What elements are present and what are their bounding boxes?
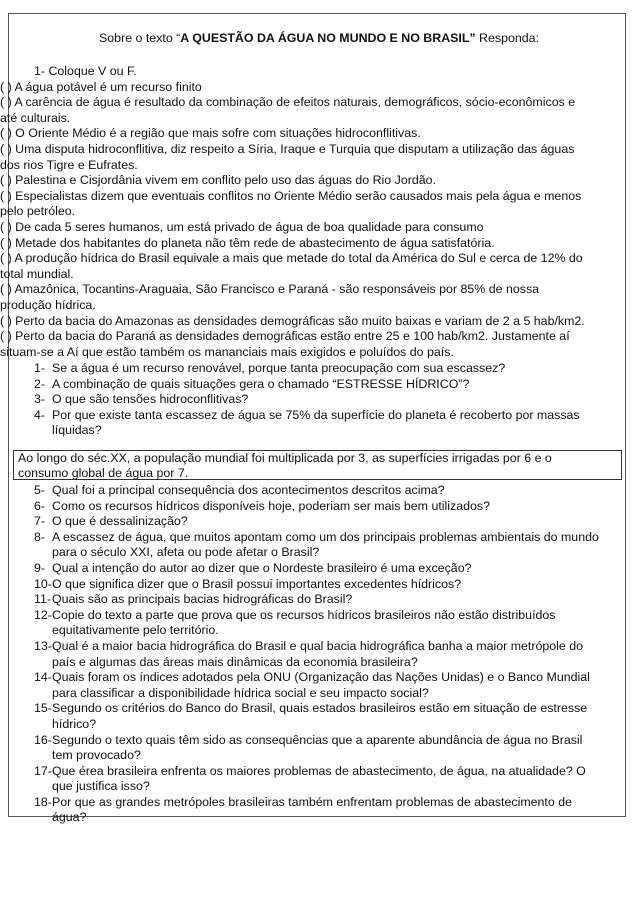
question-text: A combinação de quais situações gera o chamado “ESTRESSE HÍDRICO”? <box>52 376 470 391</box>
title-prefix: Sobre o texto “ <box>99 31 181 45</box>
true-false-list <box>0 80 630 361</box>
true-false-section <box>0 64 630 360</box>
tf-item <box>0 314 630 330</box>
question-text: Por que as grandes metrópoles brasileiras também enfrentam problemas de abastecimento de <box>52 794 572 809</box>
tf-item-line: ( ) Especialistas dizem que eventuais conflitos no Oriente Médio serão causados mais pela água e menos <box>0 188 582 203</box>
question-text: que justifica isso? <box>52 779 150 794</box>
question-number: 9- <box>34 560 46 575</box>
question-item <box>12 361 630 377</box>
question-item <box>12 733 630 764</box>
tf-item <box>0 95 630 126</box>
question-text: Copie do texto a parte que prova que os recursos hídricos brasileiros não estão distribuídos <box>52 607 556 622</box>
question-text: líquidas? <box>52 423 102 438</box>
question-number: 18- <box>34 794 52 809</box>
note-line-2: consumo global de água por 7. <box>18 465 189 480</box>
tf-item-line: ( ) O Oriente Médio é a região que mais sofre com situações hidroconflitivas. <box>0 126 421 141</box>
tf-item <box>0 173 630 189</box>
question-text: Quais são as principais bacias hidrográficas do Brasil? <box>52 592 353 607</box>
question-text: para classificar a disponibilidade hídrica social e seu impacto social? <box>52 685 429 700</box>
question-text: Que érea brasileira enfrenta os maiores problemas de abastecimento, de água, na atualidade? O <box>52 763 586 778</box>
question-item <box>12 639 630 670</box>
question-number: 7- <box>34 514 46 529</box>
tf-item <box>0 251 630 282</box>
question-item <box>12 701 630 732</box>
question-number: 2- <box>34 376 46 391</box>
tf-item-line: ( ) Amazônica, Tocantins-Araguaia, São Francisco e Paraná - são responsáveis por 85% de nossa <box>0 282 540 297</box>
question-item <box>12 392 630 408</box>
question-text: O que significa dizer que o Brasil possui importantes excedentes hídricos? <box>52 576 462 591</box>
question-text: A escassez de água, que muitos apontam como um dos principais problemas ambientais do mundo <box>52 529 599 544</box>
question-text: Qual a intenção do autor ao dizer que o Nordeste brasileiro é uma exceção? <box>52 560 472 575</box>
question-item <box>12 514 630 530</box>
question-number: 12- <box>34 607 52 622</box>
question-item <box>12 592 630 608</box>
question-number: 14- <box>34 670 52 685</box>
tf-item-line: ( ) Perto da bacia do Amazonas as densidades demográficas são muito baixas e variam de 2 a 5 hab/km2. <box>0 313 585 328</box>
tf-item <box>0 329 630 360</box>
question-text: Quais foram os índices adotados pela ONU (Organização das Nações Unidas) e o Banco Mundial <box>52 670 590 685</box>
question-text: Por que existe tanta escassez de água se 75% da superfície do planeta é recoberto por massas <box>52 407 580 422</box>
tf-item <box>0 236 630 252</box>
question-number: 3- <box>34 392 46 407</box>
tf-item <box>0 142 630 173</box>
question-item <box>12 764 630 795</box>
context-note-box <box>13 450 622 480</box>
question-number: 15- <box>34 701 52 716</box>
question-text: O que é dessalinização? <box>52 514 188 529</box>
tf-item-line: dos rios Tigre e Eufrates. <box>0 157 138 172</box>
question-number: 17- <box>34 763 52 778</box>
tf-item-line: produção hídrica. <box>0 297 96 312</box>
tf-item-line: ( ) Metade dos habitantes do planeta não têm rede de abastecimento de água satisfatória. <box>0 235 495 250</box>
question-text: para o século XXI, afeta ou pode afetar o Brasil? <box>52 545 320 560</box>
tf-item <box>0 126 630 142</box>
question-number: 5- <box>34 483 46 497</box>
question-item <box>12 499 630 515</box>
question-text: Segundo os critérios do Banco do Brasil, quais estados brasileiros estão em situação de estresse <box>52 701 588 716</box>
questions-b <box>12 483 630 826</box>
questions-a <box>12 361 630 439</box>
question-item <box>12 561 630 577</box>
tf-item-line: ( ) Perto da bacia do Paraná as densidades demográficas estão entre 25 e 100 hab/km2. Justamente aí <box>0 329 570 344</box>
question-item <box>12 530 630 561</box>
tf-item-line: ( ) A produção hídrica do Brasil equivale a mais que metade do total da América do Sul e cerca de 12% do <box>0 251 583 266</box>
title-suffix: Responda: <box>475 31 539 45</box>
question-text: Se a água é um recurso renovável, porque tanta preocupação com sua escassez? <box>52 361 506 375</box>
question-number: 6- <box>34 498 46 513</box>
tf-item <box>0 80 630 96</box>
question-item <box>12 377 630 393</box>
question-text: equitativamente pelo território. <box>52 623 219 638</box>
page-title <box>0 30 638 46</box>
question-number: 16- <box>34 732 52 747</box>
question-text: tem provocado? <box>52 748 141 763</box>
question-text: Segundo o texto quais têm sido as consequências que a aparente abundância de água no Brasil <box>52 732 583 747</box>
tf-item-line: ( ) A água potável é um recurso finito <box>0 79 202 94</box>
question-text: hídrico? <box>52 716 97 731</box>
tf-item-line: ( ) Palestina e Cisjordânia vivem em conflito pelo uso das águas do Rio Jordão. <box>0 173 436 188</box>
tf-item-line: total mundial. <box>0 266 74 281</box>
question-item <box>12 608 630 639</box>
question-text: país e algumas das áreas mais dinâmicas da economia brasileira? <box>52 654 418 669</box>
question-number: 8- <box>34 529 46 544</box>
question-number: 13- <box>34 638 52 653</box>
question-item <box>12 483 630 499</box>
tf-item <box>0 282 630 313</box>
note-line-1: Ao longo do séc.XX, a população mundial foi multiplicada por 3, as superfícies irrigadas por 6 e o <box>18 451 552 465</box>
questions-a-list <box>12 361 630 439</box>
question-text: O que são tensões hidroconflitivas? <box>52 392 249 407</box>
instruction: 1- Coloque V ou F. <box>34 64 137 78</box>
title-bold: A QUESTÃO DA ÁGUA NO MUNDO E NO BRASIL” <box>180 31 476 45</box>
tf-item <box>0 220 630 236</box>
question-text: Como os recursos hídricos disponíveis hoje, poderiam ser mais bem utilizados? <box>52 498 490 513</box>
question-number: 11- <box>34 592 51 607</box>
questions-b-list <box>12 483 630 826</box>
question-item <box>12 795 630 826</box>
tf-item-line: ( ) A carência de água é resultado da combinação de efeitos naturais, demográficos, sócio-econômicos e <box>0 95 576 110</box>
question-item <box>12 408 630 439</box>
tf-item <box>0 189 630 220</box>
tf-item-line: até culturais. <box>0 110 71 125</box>
tf-item-line: ( ) Uma disputa hidroconflitiva, diz respeito a Síria, Iraque e Turquia que disputam a utilização das águas <box>0 141 575 156</box>
question-number: 1- <box>34 361 46 375</box>
question-text: Qual foi a principal consequência dos acontecimentos descritos acima? <box>52 483 445 497</box>
tf-item-line: pelo petróleo. <box>0 204 76 219</box>
question-text: água? <box>52 810 87 825</box>
question-number: 4- <box>34 407 46 422</box>
tf-item-line: ( ) De cada 5 seres humanos, um está privado de água de boa qualidade para consumo <box>0 219 484 234</box>
tf-item-line: situam-se a Aí que estão também os mananciais mais exigidos e poluídos do país. <box>0 344 454 359</box>
question-item <box>12 670 630 701</box>
question-number: 10- <box>34 576 52 591</box>
question-text: Qual é a maior bacia hidrográfica do Brasil e qual bacia hidrográfica banha a maior metrópole do <box>52 638 584 653</box>
question-item <box>12 577 630 593</box>
